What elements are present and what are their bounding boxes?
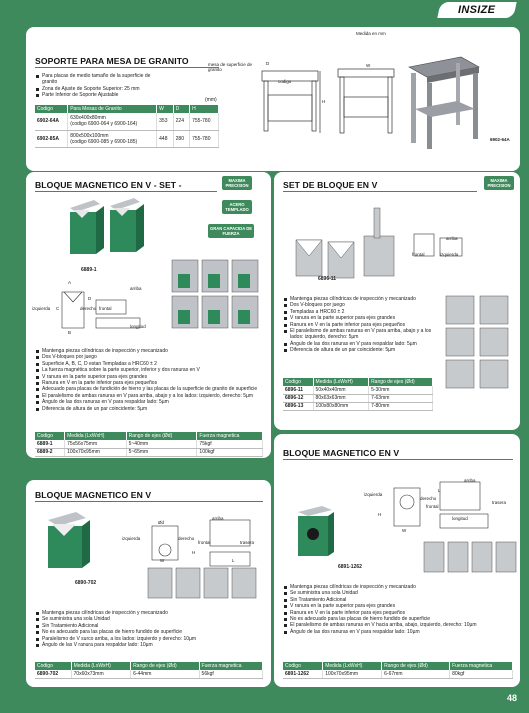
diagram-label: trasera xyxy=(240,540,255,545)
diagram-label: arriba xyxy=(212,516,224,521)
diagram-label: derecho xyxy=(420,496,437,501)
image-caption: 6891-1262 xyxy=(338,564,362,570)
table-row: 6889-1 75x56x75mm 5~40mm 75kgf xyxy=(35,440,263,448)
title-rule xyxy=(35,67,219,68)
panel-vblock-set xyxy=(26,172,271,458)
bullet-list: Mantenga piezas cilíndricas de inspección y mecanizado Se suministra una sola Unidad Sin Tratamiento Adicional V ranura en la parte superior para ejes grandes Ranura en V en la parte inferior para ejes pequeños No es adecuado para las placas de hierro fundido de superficie El paralelismo de ambas ranuras en V hacia arriba, abajo, izquierdo, derecho: 10µm Ángulo de las dos ranuras en V para respaldar lado: 10µm xyxy=(284,584,514,635)
bullet-list: Mantenga piezas cilíndricas de inspección y mecanizado Se suministra una sola Unidad Sin Tratamiento Adicional No es adecuado para las placas de hierro fundido de superficie Paralelismo de V surco arriba, a los lados: izquierdo y derecho: 10µm Ángulo de las V ranura para respaldar lado: 10µm xyxy=(36,610,264,648)
diagram-label: arriba xyxy=(464,478,476,483)
diagram-label: trasera xyxy=(492,500,507,505)
image-caption: 6902-64A xyxy=(490,137,510,142)
diagram-label: A xyxy=(68,280,72,285)
badge-precision: MAXIMA PRECISION xyxy=(222,176,252,190)
vblock-set2-photo xyxy=(288,200,408,286)
bullet-list: Para placas de medio tamaño de la superficie de granito Zona de Ajuste de Soporte Superior: 25 mm Parte Inferior de Soporte Ajustable xyxy=(36,73,151,99)
vblock-mag1-usage xyxy=(146,564,266,604)
vblock-mag2-photo xyxy=(292,504,342,564)
table-row: 6890-702 70x60x73mm 6-44mm 56kgf xyxy=(35,670,263,678)
panel-vblock-set-2 xyxy=(274,172,520,430)
vblock-set2-diagram xyxy=(410,224,466,268)
diagram-label: frontal xyxy=(198,540,211,545)
page-number: 48 xyxy=(506,693,517,703)
table-row: 6896-11 50x40x40mm 5-30mm xyxy=(283,386,433,394)
image-caption: 6896-11 xyxy=(318,276,337,282)
diagram-label: C xyxy=(56,306,60,311)
table-row: 6896-13 100x80x80mm 7-80mm xyxy=(283,402,433,410)
panel-vblock-magnetic-1 xyxy=(26,480,271,687)
spec-table: Codigo Medida (LxWxH) Rango de ejes (Ød) Fuerza magnetica 6890-702 70x60x73mm 6-44mm 56kgf xyxy=(35,662,263,679)
image-caption: 6890-702 xyxy=(75,580,97,586)
diagram-label: codigo xyxy=(278,79,292,84)
diagram-label: Medida en mm xyxy=(356,31,386,36)
diagram-label: D xyxy=(266,61,270,66)
badge-steel: ACERO TEMPLADO xyxy=(222,200,252,214)
badge-force: GRAN CAPACIDA DE FUERZA xyxy=(209,226,253,236)
diagram-label: H xyxy=(378,512,382,517)
diagram-label: arriba xyxy=(130,286,142,291)
diagram-label: derecho xyxy=(80,306,97,311)
vblock-set2-usage xyxy=(440,292,514,390)
section-title: BLOQUE MAGNETICO EN V - SET - xyxy=(35,180,182,190)
diagram-label: W xyxy=(366,63,371,68)
title-rule xyxy=(283,459,513,460)
diagram-label: arriba xyxy=(446,236,458,241)
section-title: BLOQUE MAGNETICO EN V xyxy=(283,448,400,458)
diagram-label: longitud xyxy=(452,516,468,521)
diagram-label: mesa de superficie de granito xyxy=(208,62,253,72)
vblock-set-photo xyxy=(64,192,154,264)
unit-label: (mm) xyxy=(205,97,217,103)
vblock-usage-illustrations xyxy=(168,254,262,334)
vblock-mag1-photo xyxy=(40,510,100,576)
bullet-list: Mantenga piezas cilíndricas de inspección y mecanizado Dos V-bloques por juego Templadas a HRC60 ± 2 V ranura en la parte superior para ejes grandes Ranura en V en la parte inferior para ejes pequeños El paralelismo de ambas ranuras en V para arriba, abajo y a los lados: izquierdo, derecho: 5µm Ángulo de las dos ranuras en V para respaldar lado: 5µm Diferencia de altura de un par coincidente: 5µm xyxy=(284,296,442,354)
diagram-label: W xyxy=(402,528,407,533)
stand-photo xyxy=(401,49,485,153)
badge-precision: MAXIMA PRECISION xyxy=(484,176,514,190)
panel-vblock-magnetic-2 xyxy=(274,434,520,687)
diagram-label: frontal xyxy=(412,252,425,257)
spec-table: Codigo Medida (LxWxH) Rango de ejes (Ød) 6896-11 50x40x40mm 5-30mm 6896-12 80x63x63mm 7-63mm 6896-13 100x80x80mm 7-80mm xyxy=(283,378,433,411)
diagram-label: H xyxy=(322,99,326,104)
table-row: 6902-85A 800x500x100mm (codigo 6900-085 y 6900-185) 448 280 755-780 xyxy=(35,130,219,147)
diagram-label: B xyxy=(68,330,72,335)
table-row: 6902-64A 630x400x80mm (codigo 6900-064 y 6900-164) 353 224 755-780 xyxy=(35,113,219,130)
panel-granite-stand xyxy=(26,27,520,171)
table-row: 6891-1262 100x70x95mm 6-67mm 80kgf xyxy=(283,670,513,678)
title-rule xyxy=(283,191,477,192)
header-bar xyxy=(0,0,529,22)
title-rule xyxy=(35,501,263,502)
spec-table: Codigo Medida (LxWxH) Rango de ejes (Ød) Fuerza magnetica 6889-1 75x56x75mm 5~40mm 75kgf 6889-2 100x70x95mm 5~65mm 100kgf xyxy=(35,432,263,457)
diagram-label: W xyxy=(160,558,165,563)
section-title: BLOQUE MAGNETICO EN V xyxy=(35,490,152,500)
diagram-label: izquierda xyxy=(122,536,141,541)
diagram-label: longitud xyxy=(130,324,146,329)
diagram-label: D xyxy=(88,296,92,301)
bullet-list: Mantenga piezas cilíndricas de inspección y mecanizado Dos V-bloques por juego Superficie A, B, C, D estan Templadas a HRC60 ± 2 La fuerza magnética sobre la parte superior, inferior y dos ranuras en V V ranura en la parte superior para ejes grandes Ranura en V en la parte inferior para ejes pequeños Adecuado para placas de fundición de hierro y las placas de la superficie de granito de superficie El paralelismo de ambas ranuras en V para arriba, abajo y a los lados: izquierdo, derecho: 5µm Ángulo de las dos ranuras en V para respaldar lado: 5µm Diferencia de altura de un par coincidente: 5µm xyxy=(36,348,264,412)
diagram-label: izquierda xyxy=(32,306,51,311)
table-row: 6896-12 80x63x63mm 7-63mm xyxy=(283,394,433,402)
section-title: SOPORTE PARA MESA DE GRANITO xyxy=(35,56,189,66)
brand-logo: INSIZE xyxy=(437,2,516,18)
vblock-mag2-usage xyxy=(422,538,518,578)
diagram-label: L xyxy=(438,488,441,493)
diagram-label: frontal xyxy=(426,504,439,509)
image-caption: 6889-1 xyxy=(81,267,97,273)
table-row: 6889-2 100x70x95mm 5~65mm 100kgf xyxy=(35,448,263,456)
diagram-label: Ød xyxy=(158,520,165,525)
section-title: SET DE BLOQUE EN V xyxy=(283,180,378,190)
diagram-label: L xyxy=(232,558,235,563)
diagram-label: izquierda xyxy=(364,492,383,497)
spec-table: Codigo Medida (LxWxH) Rango de ejes (Ød) Fuerza magnetica 6891-1262 100x70x95mm 6-67mm 80kgf xyxy=(283,662,513,679)
diagram-label: derecho xyxy=(178,536,195,541)
diagram-label: izquierda xyxy=(440,252,459,257)
spec-table: Codigo Para Mesas de Granito W D H 6902-64A 630x400x80mm (codigo 6900-064 y 6900-164) 353 224 755-780 6902-85A 800x500x100mm (codigo 6900-085 y 6900-185) 448 280 755-780 xyxy=(35,105,219,148)
diagram-label: H xyxy=(192,550,196,555)
diagram-label: frontal xyxy=(99,306,112,311)
